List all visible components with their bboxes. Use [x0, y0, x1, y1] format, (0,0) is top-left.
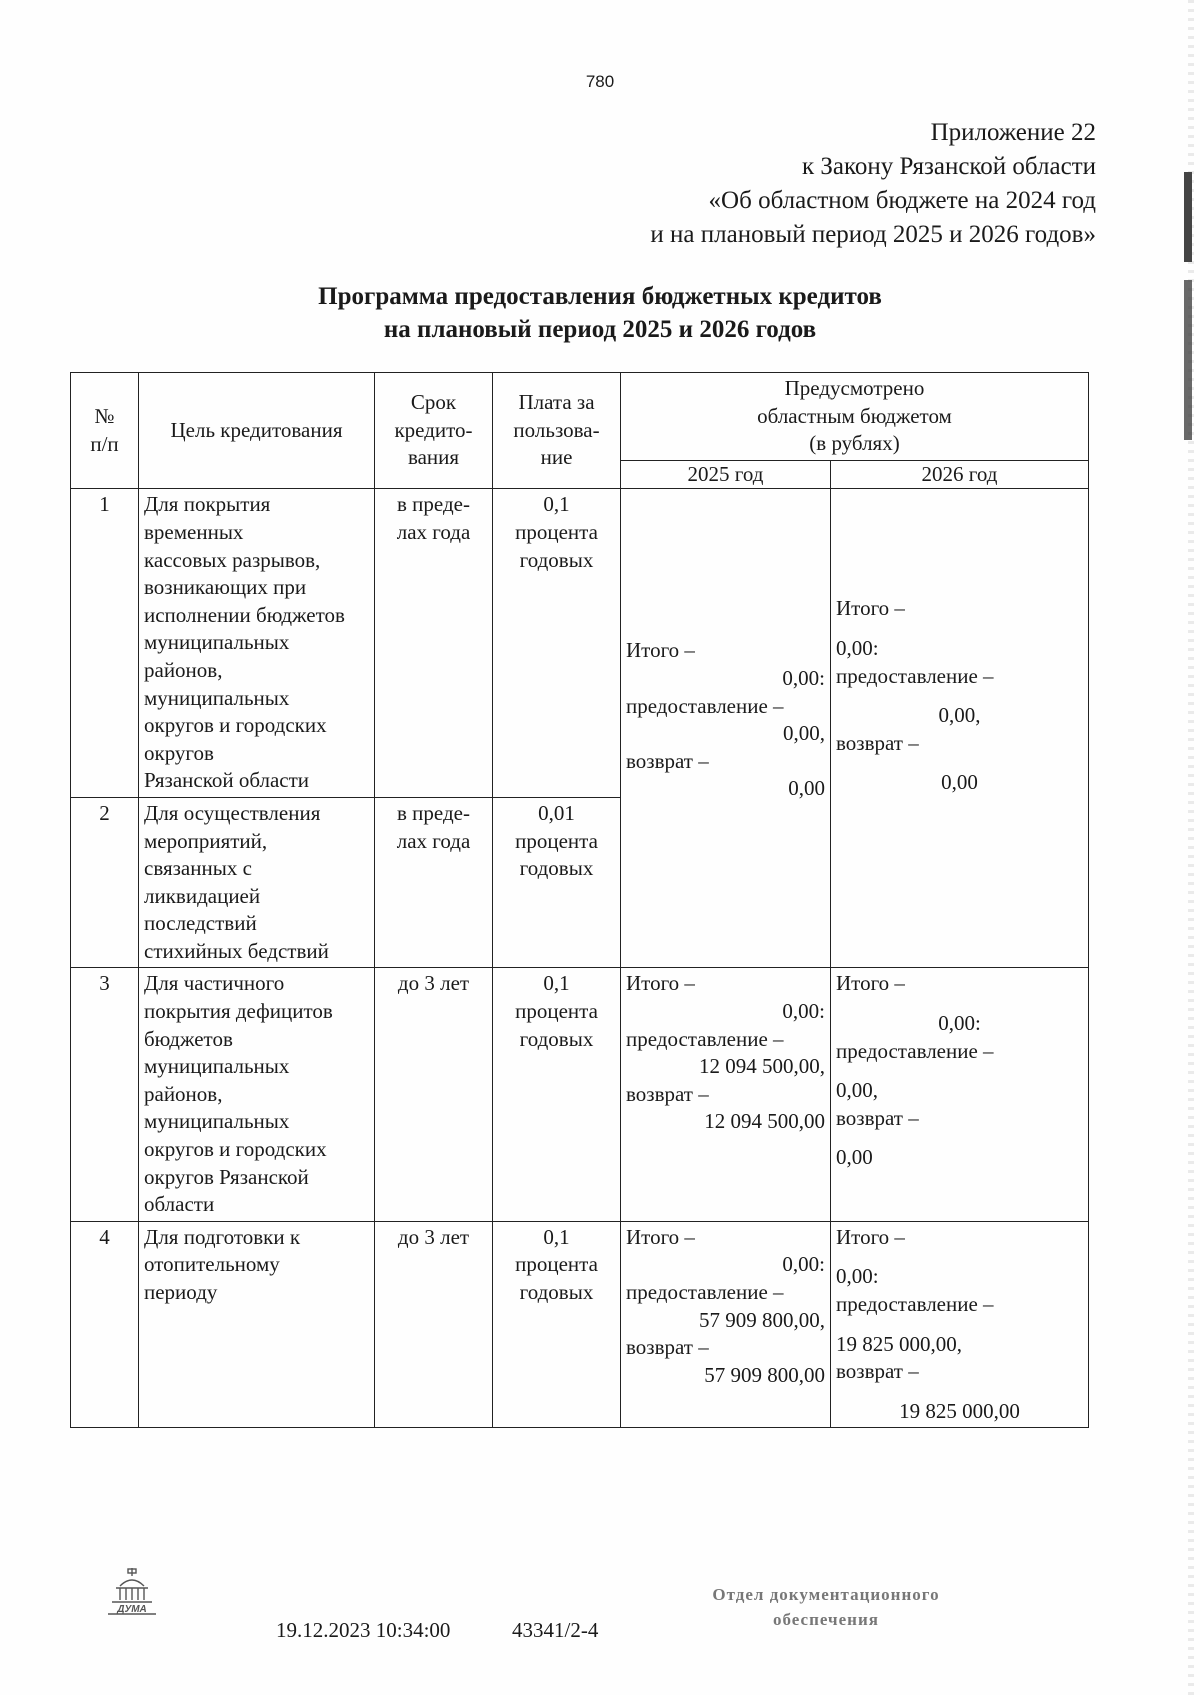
duma-logo-icon: [106, 1566, 158, 1618]
return-label: возврат –: [836, 730, 919, 755]
title-line: на плановый период 2025 и 2026 годов: [383, 316, 817, 343]
header-num: [71, 373, 139, 489]
fee-line: процента: [515, 1252, 598, 1277]
goal-line: периоду: [144, 1280, 218, 1304]
total-label: Итого –: [836, 596, 905, 621]
fee-line: процента: [515, 828, 598, 853]
header-year-2026: 2026 год: [831, 460, 1089, 489]
amount-2025-row-4: [621, 1221, 831, 1428]
return-label: возврат –: [626, 1081, 709, 1106]
document-title: [0, 280, 1200, 346]
goal-line: муниципальных: [144, 1054, 290, 1079]
goal-line: Для осуществления: [144, 800, 321, 825]
header-text: (в рублях): [809, 431, 900, 456]
scan-mark-artifact: [1184, 280, 1192, 440]
total-value: 0,00:: [782, 665, 825, 690]
provision-value: 19 825 000,00,: [836, 1331, 962, 1356]
fee-line: 0,1: [543, 971, 570, 996]
appendix-heading: [650, 116, 1096, 252]
provision-label: предоставление –: [626, 1026, 784, 1051]
goal-line: районов,: [144, 657, 223, 682]
total-value: 0,00:: [836, 1264, 879, 1289]
goal-line: Рязанской области: [144, 768, 310, 793]
total-label: Итого –: [626, 971, 695, 996]
appendix-line: к Закону Рязанской области: [802, 153, 1096, 180]
row-number: 3: [71, 968, 139, 1221]
stamp-line: обеспечения: [773, 1610, 879, 1629]
goal-line: Для подготовки к: [144, 1224, 301, 1249]
return-value: 0,00: [941, 770, 978, 795]
goal-line: округов и городских: [144, 1137, 327, 1162]
provision-label: предоставление –: [626, 1280, 784, 1304]
header-year-2025: 2025 год: [621, 460, 831, 489]
header-text: Плата за: [518, 390, 595, 415]
return-value: 12 094 500,00: [704, 1109, 825, 1134]
scan-mark-artifact: [1184, 172, 1192, 262]
header-text: №: [94, 404, 115, 429]
goal-line: муниципальных: [144, 1109, 290, 1134]
return-value: 19 825 000,00: [899, 1398, 1020, 1423]
header-text: областным бюджетом: [757, 403, 952, 428]
amount-2026-row-4: [831, 1221, 1089, 1428]
goal-line: муниципальных: [144, 630, 290, 655]
header-goal: Цель кредитования: [139, 373, 375, 489]
row-term: до 3 лет: [375, 1221, 493, 1428]
goal-line: области: [144, 1192, 215, 1217]
goal-line: стихийных бедствий: [144, 938, 329, 963]
table-row: [71, 489, 1089, 798]
goal-line: округов Рязанской: [144, 1164, 309, 1189]
provision-value: 0,00,: [938, 703, 981, 728]
row-term: [375, 797, 493, 968]
fee-line: 0,01: [538, 800, 575, 825]
row-number: 1: [71, 489, 139, 798]
amount-2025-rows-1-2: [621, 489, 831, 968]
provision-value: 0,00,: [783, 721, 825, 746]
credit-program-table: [70, 372, 1089, 1428]
header-row: [71, 373, 1089, 461]
term-line: лах года: [396, 828, 471, 853]
total-label: Итого –: [626, 1224, 695, 1249]
goal-line: исполнении бюджетов: [144, 602, 345, 627]
fee-line: годовых: [519, 547, 594, 572]
footer-registration-number: 43341/2-4: [512, 1618, 599, 1642]
row-goal: [139, 797, 375, 968]
provision-value: 57 909 800,00,: [699, 1307, 825, 1332]
return-label: возврат –: [626, 748, 709, 773]
appendix-line: и на плановый период 2025 и 2026 годов»: [650, 221, 1096, 248]
header-text: вания: [407, 445, 460, 470]
term-line: в преде-: [397, 492, 470, 517]
footer-date: 19.12.2023 10:34:00: [276, 1618, 451, 1642]
header-text: Срок: [410, 390, 457, 415]
logo-text: ДУМА: [117, 1604, 147, 1615]
goal-line: покрытия дефицитов: [144, 999, 333, 1024]
goal-line: районов,: [144, 1081, 223, 1106]
amount-2025-row-3: [621, 968, 831, 1221]
goal-line: временных: [144, 519, 244, 544]
goal-line: округов и городских: [144, 713, 327, 738]
return-value: 0,00: [836, 1145, 873, 1170]
goal-line: мероприятий,: [144, 828, 268, 853]
row-goal: [139, 489, 375, 798]
provision-label: предоставление –: [836, 1292, 994, 1316]
total-value: 0,00:: [836, 635, 879, 660]
header-fee: [493, 373, 621, 489]
table-row: [71, 1221, 1089, 1428]
fee-line: процента: [515, 519, 598, 544]
return-value: 57 909 800,00: [704, 1362, 825, 1387]
goal-line: Для частичного: [144, 971, 285, 996]
amount-2026-row-3: [831, 968, 1089, 1221]
page-number: 780: [585, 72, 615, 91]
row-term: [375, 489, 493, 798]
total-label: Итого –: [626, 638, 695, 663]
return-label: возврат –: [836, 1359, 919, 1384]
provision-label: предоставление –: [836, 1038, 994, 1063]
term-line: в преде-: [397, 800, 470, 825]
appendix-line: Приложение 22: [930, 119, 1096, 146]
row-goal: [139, 1221, 375, 1428]
goal-line: муниципальных: [144, 685, 290, 710]
row-fee: [493, 1221, 621, 1428]
table-row: [71, 968, 1089, 1221]
goal-line: связанных с: [144, 856, 252, 881]
stamp-line: Отдел документационного: [712, 1585, 940, 1604]
header-term: [375, 373, 493, 489]
row-number: 2: [71, 797, 139, 968]
return-value: 0,00: [788, 776, 825, 801]
fee-line: 0,1: [543, 1224, 570, 1249]
fee-line: процента: [515, 999, 598, 1024]
row-goal: [139, 968, 375, 1221]
header-provided: [621, 373, 1089, 461]
fee-line: 0,1: [543, 492, 570, 517]
provision-value: 0,00,: [836, 1078, 878, 1103]
row-fee: [493, 489, 621, 798]
total-label: Итого –: [836, 971, 905, 996]
total-value: 0,00:: [782, 1252, 825, 1277]
provision-label: предоставление –: [836, 663, 994, 688]
header-text: пользова-: [513, 417, 600, 442]
provision-label: предоставление –: [626, 693, 784, 718]
header-text: Предусмотрено: [784, 376, 925, 400]
fee-line: годовых: [519, 1026, 594, 1051]
amount-2026-rows-1-2: [831, 489, 1089, 968]
term-line: лах года: [396, 519, 471, 544]
row-fee: [493, 797, 621, 968]
goal-line: округов: [144, 740, 214, 765]
goal-line: бюджетов: [144, 1026, 233, 1051]
fee-line: годовых: [519, 856, 594, 881]
return-label: возврат –: [836, 1105, 919, 1130]
provision-value: 12 094 500,00,: [699, 1054, 825, 1079]
row-number: 4: [71, 1221, 139, 1428]
goal-line: возникающих при: [144, 575, 307, 600]
total-label: Итого –: [836, 1224, 905, 1249]
total-value: 0,00:: [782, 999, 825, 1024]
goal-line: отопительному: [144, 1252, 280, 1277]
header-text: кредито-: [394, 417, 473, 442]
goal-line: кассовых разрывов,: [144, 547, 321, 572]
fee-line: годовых: [519, 1280, 594, 1304]
header-text: п/п: [90, 431, 119, 456]
header-text: ние: [540, 445, 573, 470]
total-value: 0,00:: [938, 1011, 981, 1036]
row-fee: [493, 968, 621, 1221]
title-line: Программа предоставления бюджетных кредитов: [318, 283, 882, 310]
goal-line: ликвидацией: [144, 883, 261, 908]
goal-line: Для покрытия: [144, 492, 271, 517]
row-term: до 3 лет: [375, 968, 493, 1221]
goal-line: последствий: [144, 911, 257, 936]
department-stamp: [692, 1582, 960, 1632]
appendix-line: «Об областном бюджете на 2024 год: [708, 187, 1096, 214]
return-label: возврат –: [626, 1335, 709, 1360]
